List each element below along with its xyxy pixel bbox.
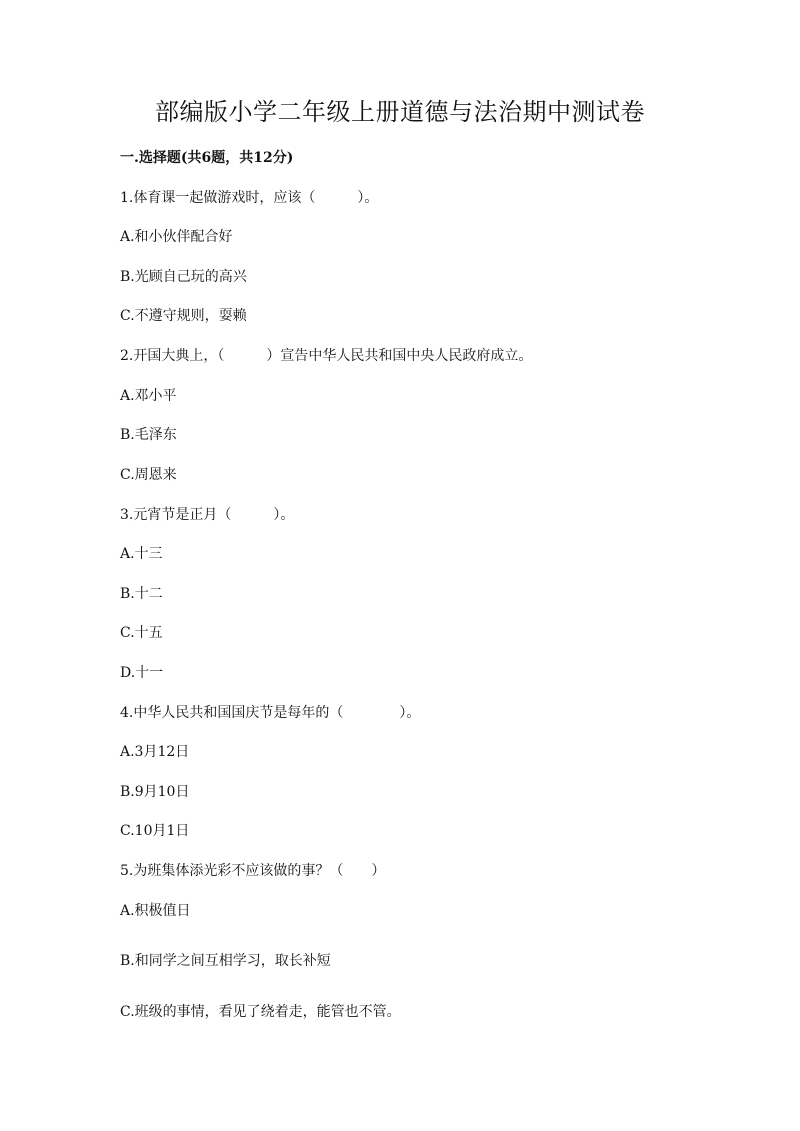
question-3-option-d: D.十一 xyxy=(120,665,164,681)
question-1-option-c: C.不遵守规则，耍赖 xyxy=(120,308,247,324)
question-4-option-a: A.3月12日 xyxy=(120,744,190,760)
question-2-stem: 2.开国大典上，（ ）宣告中华人民共和国中央人民政府成立。 xyxy=(120,348,533,364)
question-5-stem: 5.为班集体添光彩不应该做的事？（ ） xyxy=(120,863,386,879)
question-2-option-a: A.邓小平 xyxy=(120,388,177,404)
question-2-option-c: C.周恩来 xyxy=(120,467,177,483)
question-5-option-c: C.班级的事情，看见了绕着走，能管也不管。 xyxy=(120,1004,401,1020)
question-4-option-b: B.9月10日 xyxy=(120,784,190,800)
question-5-option-b: B.和同学之间互相学习，取长补短 xyxy=(120,953,331,969)
question-1-option-a: A.和小伙伴配合好 xyxy=(120,229,233,245)
page-title: 部编版小学二年级上册道德与法治期中测试卷 xyxy=(155,98,645,126)
question-1-option-b: B.光顾自己玩的高兴 xyxy=(120,269,247,285)
question-3-option-a: A.十三 xyxy=(120,546,163,562)
question-3-option-c: C.十五 xyxy=(120,625,163,641)
question-3-stem: 3.元宵节是正月（ ）。 xyxy=(120,507,295,523)
question-4-stem: 4.中华人民共和国国庆节是每年的（ ）。 xyxy=(120,705,421,721)
question-2-option-b: B.毛泽东 xyxy=(120,427,177,443)
section-heading: 一.选择题(共6题，共12分) xyxy=(120,150,294,166)
question-5-option-a: A.积极值日 xyxy=(120,903,191,919)
question-4-option-c: C.10月1日 xyxy=(120,823,190,839)
question-3-option-b: B.十二 xyxy=(120,586,163,602)
question-1-stem: 1.体育课一起做游戏时，应该（ ）。 xyxy=(120,190,379,206)
